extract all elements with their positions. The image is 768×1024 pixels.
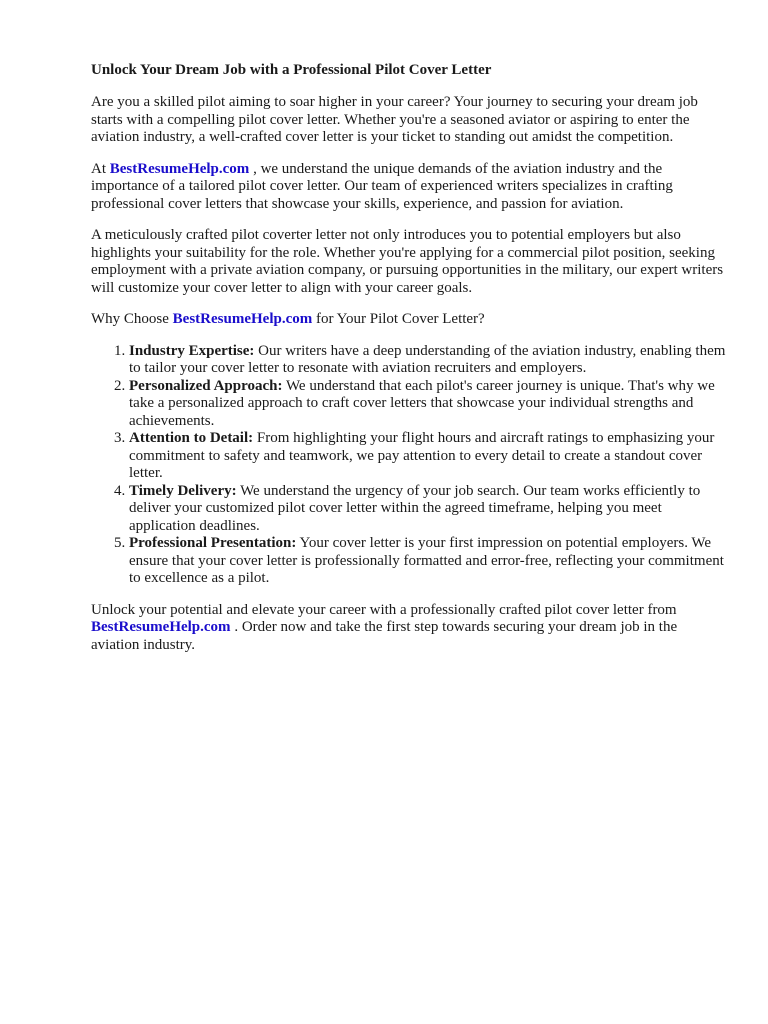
list-item-term: Attention to Detail:: [129, 430, 254, 446]
list-item: [129, 535, 728, 588]
list-item-text: We understand the urgency of your job search. Our team works efficiently to deliver your customized pilot cover letter within the agreed timeframe, helping you meet application deadlines.: [129, 482, 701, 534]
closing-paragraph: [91, 602, 728, 655]
company-paragraph-body: , we understand the unique demands of the aviation industry and the importance of a tailored pilot cover letter. Our team of experienced writers specializes in crafting professional cover letters that showcase your skills, experience, and passion for aviation.: [91, 160, 673, 212]
why-choose-heading: [91, 311, 728, 329]
crafted-letter-paragraph: A meticulously crafted pilot coverter letter not only introduces you to potential employers but also highlights your suitability for the role. Whether you're applying for a commercial pilot position, seeking employment with a private aviation company, or pursuing opportunities in the military, our expert writers will customize your cover letter to align with your career goals.: [91, 227, 724, 296]
benefits-list: [91, 343, 728, 588]
document-title: Unlock Your Dream Job with a Professional Pilot Cover Letter: [91, 62, 492, 78]
list-item-text: Our writers have a deep understanding of the aviation industry, enabling them to tailor your cover letter to resonate with aviation recruiters and employers.: [129, 342, 726, 376]
list-item: [129, 483, 728, 536]
list-item-term: Timely Delivery:: [129, 482, 237, 499]
list-item: [129, 378, 728, 431]
list-item-text: We understand that each pilot's career journey is unique. That's why we take a personalized approach to craft cover letters that showcase your individual strengths and achievements.: [129, 377, 715, 429]
bestresumehelp-link[interactable]: BestResumeHelp.com: [172, 311, 313, 327]
why-choose-lead: Why Choose: [91, 311, 173, 327]
company-paragraph: [91, 161, 728, 214]
list-item-text: Your cover letter is your first impression on potential employers. We ensure that your cover letter is professionally formatted and error-free, reflecting your commitment to excellence as a pilot.: [129, 535, 724, 586]
list-item-term: Personalized Approach:: [129, 377, 283, 394]
list-item-term: Industry Expertise:: [129, 342, 255, 359]
intro-paragraph: Are you a skilled pilot aiming to soar higher in your career? Your journey to securing your dream job starts with a compelling pilot cover letter. Whether you're a seasoned aviator or aspiring to enter the aviation industry, a well-crafted cover letter is your ticket to standing out amidst the competition.: [91, 94, 698, 145]
closing-paragraph-lead: Unlock your potential and elevate your career with a professionally crafted pilot cover letter from: [91, 601, 677, 618]
why-choose-tail: for Your Pilot Cover Letter?: [312, 311, 485, 327]
list-item: [129, 343, 728, 378]
list-item-term: Professional Presentation:: [129, 535, 297, 551]
company-paragraph-lead: At: [91, 160, 110, 177]
bestresumehelp-link[interactable]: BestResumeHelp.com: [109, 160, 250, 177]
list-item: [129, 430, 728, 483]
list-item-text: From highlighting your flight hours and aircraft ratings to emphasizing your commitment to safety and teamwork, we pay attention to every detail to create a standout cover letter.: [129, 430, 715, 481]
bestresumehelp-link[interactable]: BestResumeHelp.com: [91, 619, 231, 635]
closing-paragraph-tail: . Order now and take the first step towards securing your dream job in the aviation industry.: [91, 619, 678, 653]
